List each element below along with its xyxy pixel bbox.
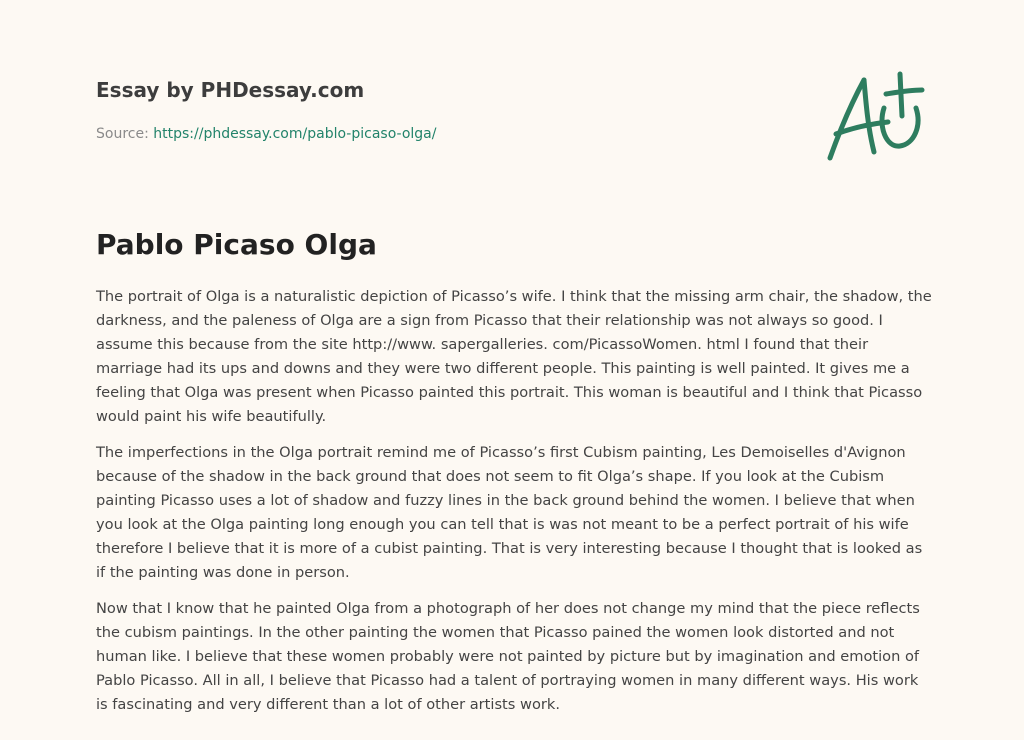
essay-title: Pablo Picaso Olga: [96, 228, 377, 261]
source-label: Source:: [96, 126, 154, 142]
essay-paragraph: The portrait of Olga is a naturalistic depiction of Picasso’s wife. I think that the missing arm chair, the shadow, the darkness, and the paleness of Olga are a sign from Picasso that their relationship was not always so good. I assume this because from the site http://www. sapergalleries. com/PicassoWomen. html I found that their marriage had its ups and downs and they were two different people. This painting is well painted. It gives me a feeling that Olga was present when Picasso painted this portrait. This woman is beautiful and I think that Picasso would paint his wife beautifully.: [96, 288, 932, 425]
essay-paragraph: The imperfections in the Olga portrait remind me of Picasso’s first Cubism painting, Les Demoiselles d'Avignon because of the shadow in the back ground that does not seem to fit Olga’s shape. If you look at the Cubism painting Picasso uses a lot of shadow and fuzzy lines in the back ground behind the women. I believe that when you look at the Olga painting long enough you can tell that is was not meant to be a perfect portrait of his wife therefore I believe that it is more of a cubist painting. That is very interesting because I thought that is looked as if the painting was done in person.: [96, 444, 923, 581]
document-header: [96, 76, 796, 144]
essay-paragraph: Now that I know that he painted Olga from a photograph of her does not change my mind that the piece reflects the cubism paintings. In the other painting the women that Picasso pained the women look distorted and not human like. I believe that these women probably were not painted by picture but by imagination and emotion of Pablo Picasso. All in all, I believe that Picasso had a talent of portraying women in many different ways. His work is fascinating and very different than a lot of other artists work.: [96, 600, 920, 713]
essay-body: [96, 285, 932, 729]
a-plus-grade-icon: [822, 68, 928, 164]
brand-title: Essay by PHDessay.com: [96, 78, 365, 102]
source-link[interactable]: https://phdessay.com/pablo-picaso-olga/: [153, 126, 437, 142]
source-line: [96, 124, 796, 144]
